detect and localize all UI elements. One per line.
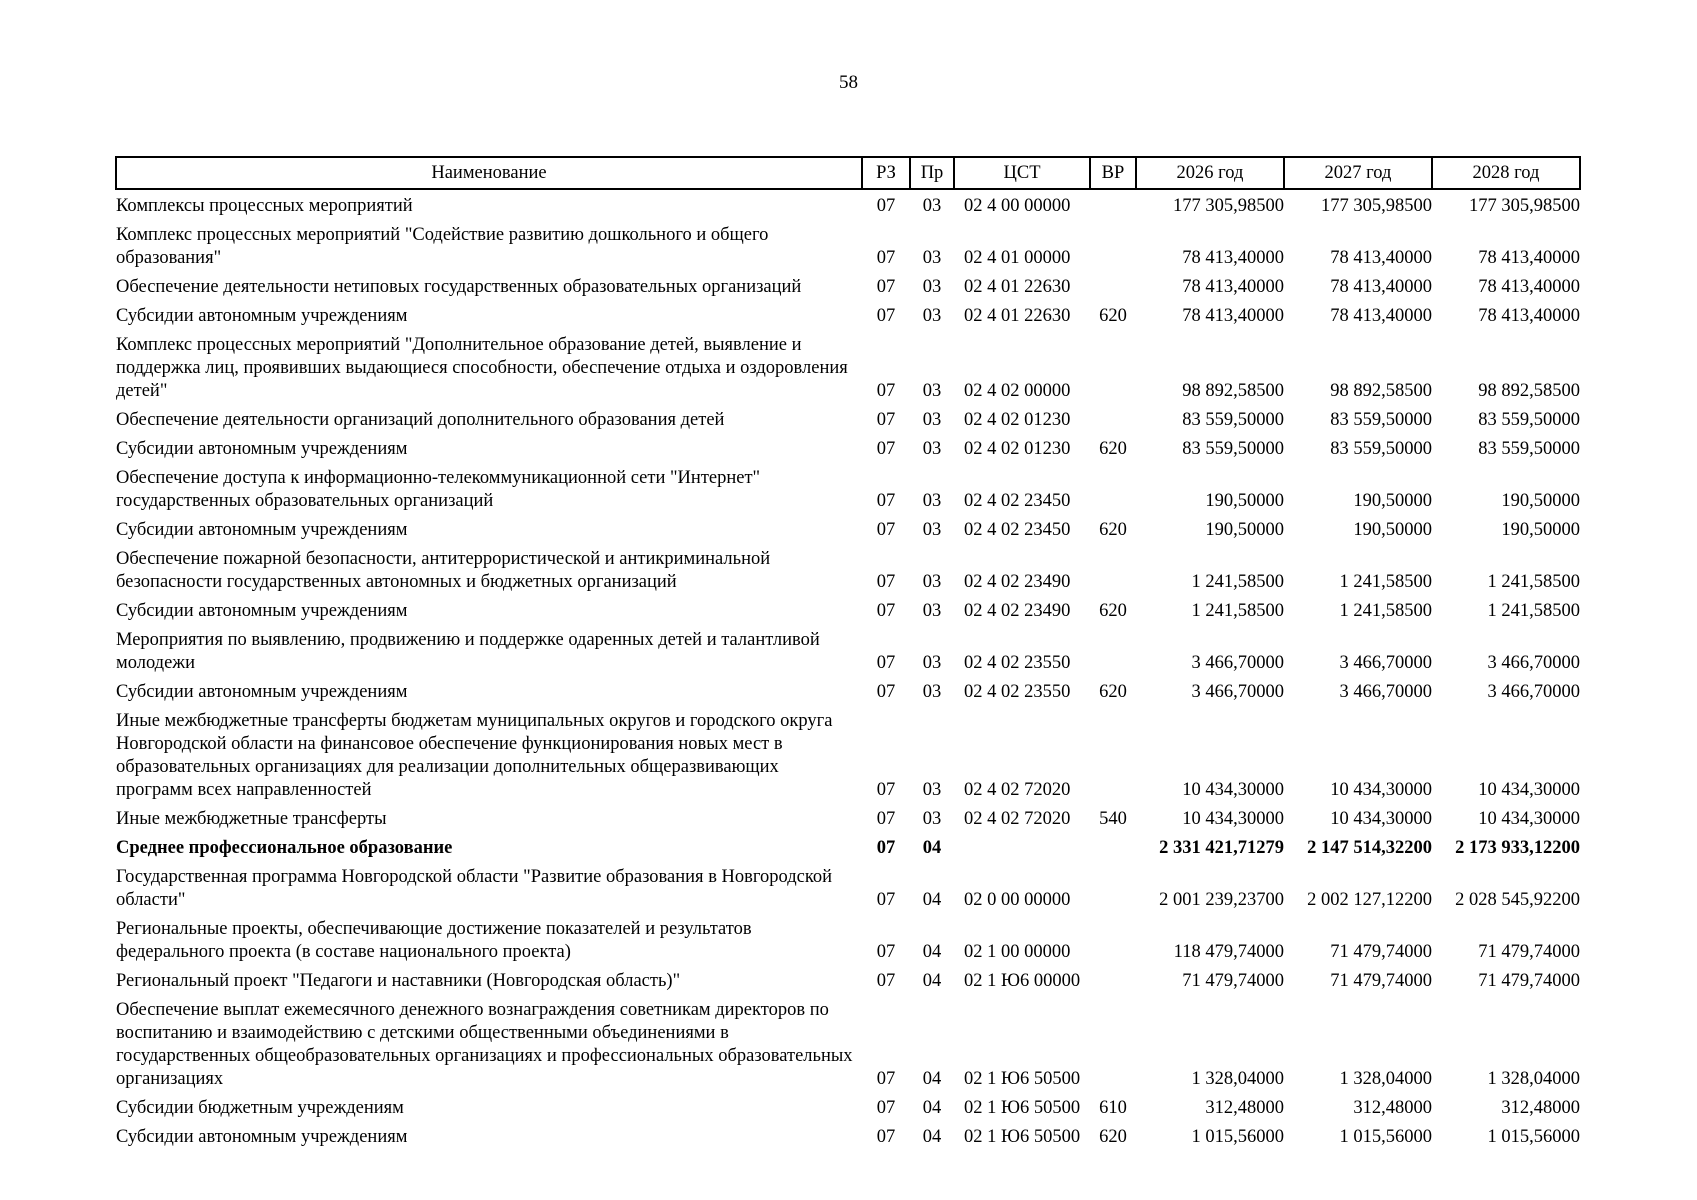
cell-rz: 07 <box>876 196 896 216</box>
cell-rz: 07 <box>876 890 896 910</box>
cell-2026: 190,50000 <box>1205 491 1284 511</box>
cell-2026: 1 328,04000 <box>1191 1069 1284 1089</box>
cell-name: Мероприятия по выявлению, продвижению и поддержке одаренных детей и талантливой молодежи <box>116 630 820 673</box>
cell-2028: 10 434,30000 <box>1478 780 1580 800</box>
cell-name: Субсидии автономным учреждениям <box>116 682 408 702</box>
cell-rz: 07 <box>876 1127 896 1147</box>
cell-name: Комплекс процессных мероприятий "Дополнительное образование детей, выявление и поддержка лиц, проявивших выдающиеся способности, обеспечение отдыха и оздоровления детей" <box>116 335 848 401</box>
cell-2027: 78 413,40000 <box>1330 306 1432 326</box>
cell-cst: 02 4 02 23450 <box>964 491 1071 511</box>
cell-rz: 07 <box>876 439 896 459</box>
cell-vr: 540 <box>1099 809 1127 829</box>
cell-2026: 177 305,98500 <box>1173 196 1284 216</box>
cell-2028: 71 479,74000 <box>1478 971 1580 991</box>
cell-name: Субсидии автономным учреждениям <box>116 439 408 459</box>
cell-2027: 3 466,70000 <box>1339 682 1432 702</box>
cell-name: Комплексы процессных мероприятий <box>116 196 413 216</box>
cell-pr: 03 <box>922 491 942 511</box>
cell-2027: 71 479,74000 <box>1330 971 1432 991</box>
cell-rz: 07 <box>876 601 896 621</box>
cell-2026: 78 413,40000 <box>1182 277 1284 297</box>
cell-pr: 03 <box>922 601 942 621</box>
table-row <box>116 515 1580 544</box>
cell-vr <box>1090 966 1136 995</box>
cell-2028: 78 413,40000 <box>1478 248 1580 268</box>
cell-2026: 3 466,70000 <box>1191 653 1284 673</box>
cell-2027: 10 434,30000 <box>1330 809 1432 829</box>
table-row <box>116 995 1580 1093</box>
cell-2028: 10 434,30000 <box>1478 809 1580 829</box>
cell-rz: 07 <box>876 838 896 858</box>
cell-2026: 118 479,74000 <box>1173 942 1284 962</box>
cell-cst: 02 1 Ю6 00000 <box>964 971 1081 991</box>
cell-2027: 2 147 514,32200 <box>1307 838 1432 858</box>
cell-rz: 07 <box>876 248 896 268</box>
table-row <box>116 1093 1580 1122</box>
cell-2028: 2 028 545,92200 <box>1455 890 1580 910</box>
cell-2026: 10 434,30000 <box>1182 780 1284 800</box>
cell-2026: 312,48000 <box>1205 1098 1284 1118</box>
cell-vr: 620 <box>1099 1127 1127 1147</box>
cell-2027: 71 479,74000 <box>1330 942 1432 962</box>
table-row <box>116 405 1580 434</box>
cell-2026: 10 434,30000 <box>1182 809 1284 829</box>
cell-2027: 312,48000 <box>1353 1098 1432 1118</box>
cell-vr: 620 <box>1099 520 1127 540</box>
table-row <box>116 544 1580 596</box>
cell-2026: 78 413,40000 <box>1182 306 1284 326</box>
table-row <box>116 189 1580 220</box>
table-row <box>116 434 1580 463</box>
cell-vr <box>1090 189 1136 220</box>
cell-vr <box>1090 330 1136 405</box>
cell-rz: 07 <box>876 942 896 962</box>
cell-name: Обеспечение деятельности организаций дополнительного образования детей <box>116 410 725 430</box>
cell-2027: 98 892,58500 <box>1330 381 1432 401</box>
cell-vr: 620 <box>1099 439 1127 459</box>
cell-pr: 03 <box>922 780 942 800</box>
table-header <box>116 157 1580 189</box>
table-row <box>116 804 1580 833</box>
cell-vr: 610 <box>1099 1098 1127 1118</box>
cell-vr <box>1090 544 1136 596</box>
table-row <box>116 625 1580 677</box>
cell-2028: 3 466,70000 <box>1487 682 1580 702</box>
cell-cst: 02 4 01 22630 <box>964 306 1071 326</box>
cell-2028: 78 413,40000 <box>1478 306 1580 326</box>
cell-vr: 620 <box>1099 306 1127 326</box>
table-row <box>116 833 1580 862</box>
cell-vr <box>1090 272 1136 301</box>
cell-pr: 03 <box>922 248 942 268</box>
cell-2026: 3 466,70000 <box>1191 682 1284 702</box>
header-2028: 2028 год <box>1432 157 1580 189</box>
cell-cst: 02 4 02 00000 <box>964 381 1071 401</box>
cell-rz: 07 <box>876 306 896 326</box>
cell-cst: 02 0 00 00000 <box>964 890 1071 910</box>
cell-2028: 312,48000 <box>1501 1098 1580 1118</box>
cell-2026: 71 479,74000 <box>1182 971 1284 991</box>
cell-rz: 07 <box>876 520 896 540</box>
cell-2026: 1 241,58500 <box>1191 601 1284 621</box>
cell-vr <box>1090 463 1136 515</box>
cell-2026: 1 241,58500 <box>1191 572 1284 592</box>
cell-2028: 1 328,04000 <box>1487 1069 1580 1089</box>
cell-vr <box>1090 706 1136 804</box>
cell-cst: 02 4 02 01230 <box>964 410 1071 430</box>
cell-vr <box>1090 625 1136 677</box>
cell-name: Субсидии автономным учреждениям <box>116 1127 408 1147</box>
page-number: 58 <box>839 72 858 93</box>
cell-2028: 78 413,40000 <box>1478 277 1580 297</box>
cell-2026: 2 331 421,71279 <box>1159 838 1284 858</box>
cell-name: Обеспечение пожарной безопасности, антитеррористической и антикриминальной безопасности государственных автономных и бюджетных организаций <box>116 549 771 592</box>
cell-2027: 2 002 127,12200 <box>1307 890 1432 910</box>
cell-name: Иные межбюджетные трансферты бюджетам муниципальных округов и городского округа Новгородской области на финансовое обеспечение функционирования новых мест в образовательных организациях для реализации дополнительных общеразвивающих программ всех направленностей <box>116 711 833 800</box>
cell-vr: 620 <box>1099 601 1127 621</box>
cell-cst: 02 4 02 23550 <box>964 653 1071 673</box>
cell-cst: 02 1 Ю6 50500 <box>964 1069 1081 1089</box>
cell-2027: 3 466,70000 <box>1339 653 1432 673</box>
cell-pr: 03 <box>922 306 942 326</box>
cell-2027: 78 413,40000 <box>1330 248 1432 268</box>
header-row <box>116 157 1580 189</box>
cell-cst <box>954 833 1090 862</box>
cell-name: Региональный проект "Педагоги и наставники (Новгородская область)" <box>116 971 681 991</box>
cell-name: Субсидии автономным учреждениям <box>116 520 408 540</box>
table-row <box>116 220 1580 272</box>
cell-2027: 83 559,50000 <box>1330 439 1432 459</box>
cell-pr: 04 <box>922 1127 942 1147</box>
cell-2028: 1 241,58500 <box>1487 601 1580 621</box>
cell-cst: 02 4 01 22630 <box>964 277 1071 297</box>
cell-pr: 03 <box>922 809 942 829</box>
cell-cst: 02 1 Ю6 50500 <box>964 1098 1081 1118</box>
cell-2027: 1 241,58500 <box>1339 601 1432 621</box>
cell-rz: 07 <box>876 780 896 800</box>
cell-cst: 02 4 01 00000 <box>964 248 1071 268</box>
cell-pr: 03 <box>922 381 942 401</box>
cell-name: Региональные проекты, обеспечивающие достижение показателей и результатов федерального проекта (в составе национального проекта) <box>116 919 752 962</box>
cell-rz: 07 <box>876 1098 896 1118</box>
cell-pr: 04 <box>922 1098 942 1118</box>
cell-pr: 03 <box>922 572 942 592</box>
cell-rz: 07 <box>876 682 896 702</box>
cell-rz: 07 <box>876 1069 896 1089</box>
cell-pr: 04 <box>922 1069 942 1089</box>
cell-rz: 07 <box>876 410 896 430</box>
cell-cst: 02 4 02 72020 <box>964 809 1071 829</box>
cell-2028: 3 466,70000 <box>1487 653 1580 673</box>
cell-2028: 1 241,58500 <box>1487 572 1580 592</box>
cell-2027: 190,50000 <box>1353 491 1432 511</box>
cell-2027: 177 305,98500 <box>1321 196 1432 216</box>
cell-pr: 03 <box>922 682 942 702</box>
cell-name: Субсидии автономным учреждениям <box>116 306 408 326</box>
cell-name: Государственная программа Новгородской области "Развитие образования в Новгородской области" <box>116 867 833 910</box>
cell-2026: 2 001 239,23700 <box>1159 890 1284 910</box>
header-2027: 2027 год <box>1284 157 1432 189</box>
cell-cst: 02 4 02 23490 <box>964 572 1071 592</box>
cell-2027: 1 328,04000 <box>1339 1069 1432 1089</box>
header-rz: РЗ <box>862 157 910 189</box>
cell-name: Обеспечение выплат ежемесячного денежного вознаграждения советникам директоров по воспитанию и взаимодействию с детскими общественными объединениями в государственных общеобразовательных организациях и профессиональных образовательных организациях <box>116 1000 853 1089</box>
cell-name: Иные межбюджетные трансферты <box>116 809 387 829</box>
table-row <box>116 966 1580 995</box>
table-row <box>116 330 1580 405</box>
cell-vr <box>1090 862 1136 914</box>
header-pr: Пр <box>910 157 954 189</box>
cell-pr: 04 <box>922 838 942 858</box>
header-vr: ВР <box>1090 157 1136 189</box>
table-row <box>116 862 1580 914</box>
cell-rz: 07 <box>876 491 896 511</box>
cell-vr <box>1090 914 1136 966</box>
header-2026: 2026 год <box>1136 157 1284 189</box>
cell-2028: 1 015,56000 <box>1487 1127 1580 1147</box>
cell-rz: 07 <box>876 277 896 297</box>
cell-vr: 620 <box>1099 682 1127 702</box>
cell-rz: 07 <box>876 572 896 592</box>
cell-pr: 03 <box>922 520 942 540</box>
cell-2026: 98 892,58500 <box>1182 381 1284 401</box>
cell-name: Обеспечение деятельности нетиповых государственных образовательных организаций <box>116 277 802 297</box>
table-row <box>116 463 1580 515</box>
cell-2027: 1 015,56000 <box>1339 1127 1432 1147</box>
cell-2028: 177 305,98500 <box>1469 196 1580 216</box>
cell-2026: 83 559,50000 <box>1182 439 1284 459</box>
cell-pr: 04 <box>922 890 942 910</box>
table-row <box>116 706 1580 804</box>
cell-name: Обеспечение доступа к информационно-телекоммуникационной сети "Интернет" государственных образовательных организаций <box>116 468 761 511</box>
cell-2027: 10 434,30000 <box>1330 780 1432 800</box>
cell-vr <box>1090 220 1136 272</box>
cell-2026: 83 559,50000 <box>1182 410 1284 430</box>
cell-pr: 04 <box>922 971 942 991</box>
cell-cst: 02 4 00 00000 <box>964 196 1071 216</box>
cell-pr: 03 <box>922 653 942 673</box>
cell-2027: 1 241,58500 <box>1339 572 1432 592</box>
cell-2027: 78 413,40000 <box>1330 277 1432 297</box>
cell-cst: 02 4 02 23490 <box>964 601 1071 621</box>
cell-2026: 1 015,56000 <box>1191 1127 1284 1147</box>
cell-2027: 83 559,50000 <box>1330 410 1432 430</box>
cell-vr <box>1090 833 1136 862</box>
header-name: Наименование <box>116 157 862 189</box>
table-row <box>116 914 1580 966</box>
cell-rz: 07 <box>876 971 896 991</box>
cell-name: Среднее профессиональное образование <box>116 838 453 858</box>
table-row <box>116 272 1580 301</box>
cell-cst: 02 4 02 72020 <box>964 780 1071 800</box>
cell-name: Субсидии бюджетным учреждениям <box>116 1098 404 1118</box>
cell-cst: 02 4 02 23450 <box>964 520 1071 540</box>
cell-vr <box>1090 995 1136 1093</box>
cell-2028: 2 173 933,12200 <box>1455 838 1580 858</box>
cell-pr: 03 <box>922 277 942 297</box>
cell-2027: 190,50000 <box>1353 520 1432 540</box>
cell-pr: 03 <box>922 439 942 459</box>
cell-2028: 190,50000 <box>1501 520 1580 540</box>
cell-2028: 71 479,74000 <box>1478 942 1580 962</box>
table-row <box>116 596 1580 625</box>
cell-cst: 02 1 00 00000 <box>964 942 1071 962</box>
table-row <box>116 301 1580 330</box>
cell-2026: 190,50000 <box>1205 520 1284 540</box>
table-row <box>116 677 1580 706</box>
cell-cst: 02 4 02 23550 <box>964 682 1071 702</box>
cell-rz: 07 <box>876 381 896 401</box>
cell-vr <box>1090 405 1136 434</box>
header-cst: ЦСТ <box>954 157 1090 189</box>
cell-2028: 83 559,50000 <box>1478 439 1580 459</box>
table-row <box>116 1122 1580 1151</box>
cell-cst: 02 1 Ю6 50500 <box>964 1127 1081 1147</box>
cell-pr: 03 <box>922 196 942 216</box>
cell-pr: 03 <box>922 410 942 430</box>
cell-name: Комплекс процессных мероприятий "Содействие развитию дошкольного и общего образования" <box>116 225 769 268</box>
cell-pr: 04 <box>922 942 942 962</box>
cell-cst: 02 4 02 01230 <box>964 439 1071 459</box>
cell-2028: 98 892,58500 <box>1478 381 1580 401</box>
table-body <box>116 189 1580 1151</box>
cell-rz: 07 <box>876 809 896 829</box>
cell-2028: 83 559,50000 <box>1478 410 1580 430</box>
budget-table <box>115 156 1581 1151</box>
cell-2028: 190,50000 <box>1501 491 1580 511</box>
cell-2026: 78 413,40000 <box>1182 248 1284 268</box>
cell-name: Субсидии автономным учреждениям <box>116 601 408 621</box>
cell-rz: 07 <box>876 653 896 673</box>
